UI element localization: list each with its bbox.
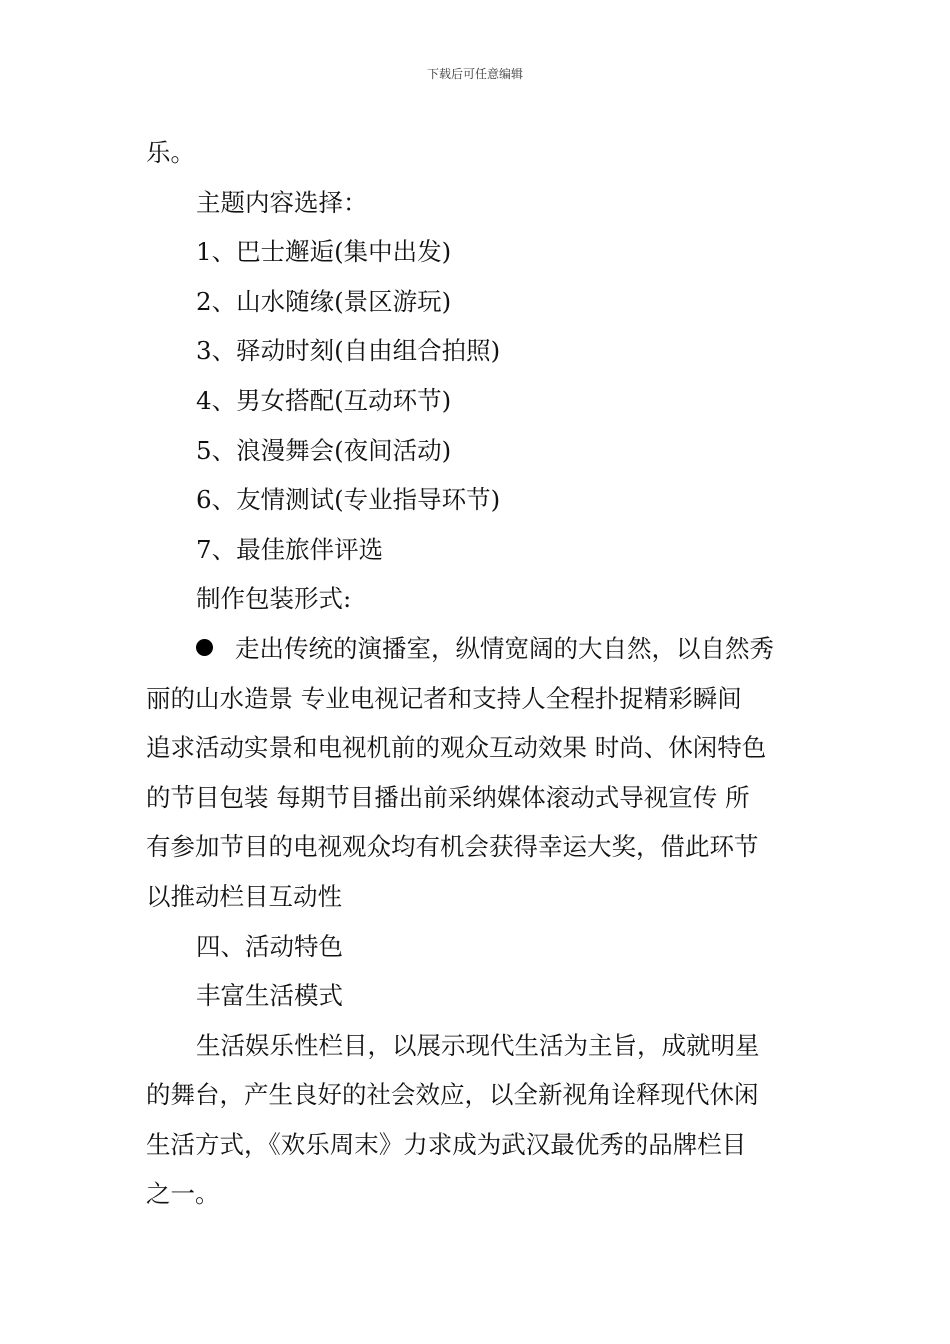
text-line: 走出传统的演播室，纵情宽阔的大自然，以自然秀: [235, 633, 774, 663]
section-heading: 制作包装形式:: [196, 584, 352, 614]
list-item: 1、巴士邂逅(集中出发): [196, 237, 452, 267]
section-heading: 主题内容选择：: [196, 187, 368, 217]
text-line: 生活娱乐性栏目，以展示现代生活为主旨，成就明星: [196, 1030, 760, 1060]
bullet-paragraph-line: [146, 624, 808, 674]
text-line: 生活方式，《欢乐周末》力求成为武汉最优秀的品牌栏目: [146, 1129, 747, 1159]
page-header: 下载后可任意编辑: [426, 67, 523, 81]
document-body: [146, 128, 808, 1219]
list-item: 4、男女搭配(互动环节): [196, 385, 452, 415]
text-line: 的舞台，产生良好的社会效应，以全新视角诠释现代休闲: [146, 1080, 759, 1110]
list-item: 3、驿动时刻(自由组合拍照): [196, 336, 501, 366]
text-line: 有参加节目的电视观众均有机会获得幸运大奖，借此环节: [146, 832, 759, 862]
list-item: 6、友情测试(专业指导环节): [196, 485, 501, 515]
list-item: 7、最佳旅伴评选: [196, 534, 384, 564]
text-line: 之一。: [146, 1179, 220, 1209]
list-item: 5、浪漫舞会(夜间活动): [196, 435, 452, 465]
bullet-icon: [196, 639, 213, 656]
text-line: 乐。: [146, 138, 195, 167]
text-line: 丽的山水造景 专业电视记者和支持人全程扑捉精彩瞬间: [146, 683, 742, 713]
section-heading: 四、活动特色: [196, 931, 343, 961]
text-line: 的节目包装 每期节目播出前采纳媒体滚动式导视宣传 所: [146, 782, 750, 812]
list-item: 2、山水随缘(景区游玩): [196, 286, 452, 316]
section-heading: 丰富生活模式: [196, 981, 343, 1011]
text-line: 以推动栏目互动性: [146, 881, 342, 911]
text-line: 追求活动实景和电视机前的观众互动效果 时尚、休闲特色: [146, 733, 767, 763]
